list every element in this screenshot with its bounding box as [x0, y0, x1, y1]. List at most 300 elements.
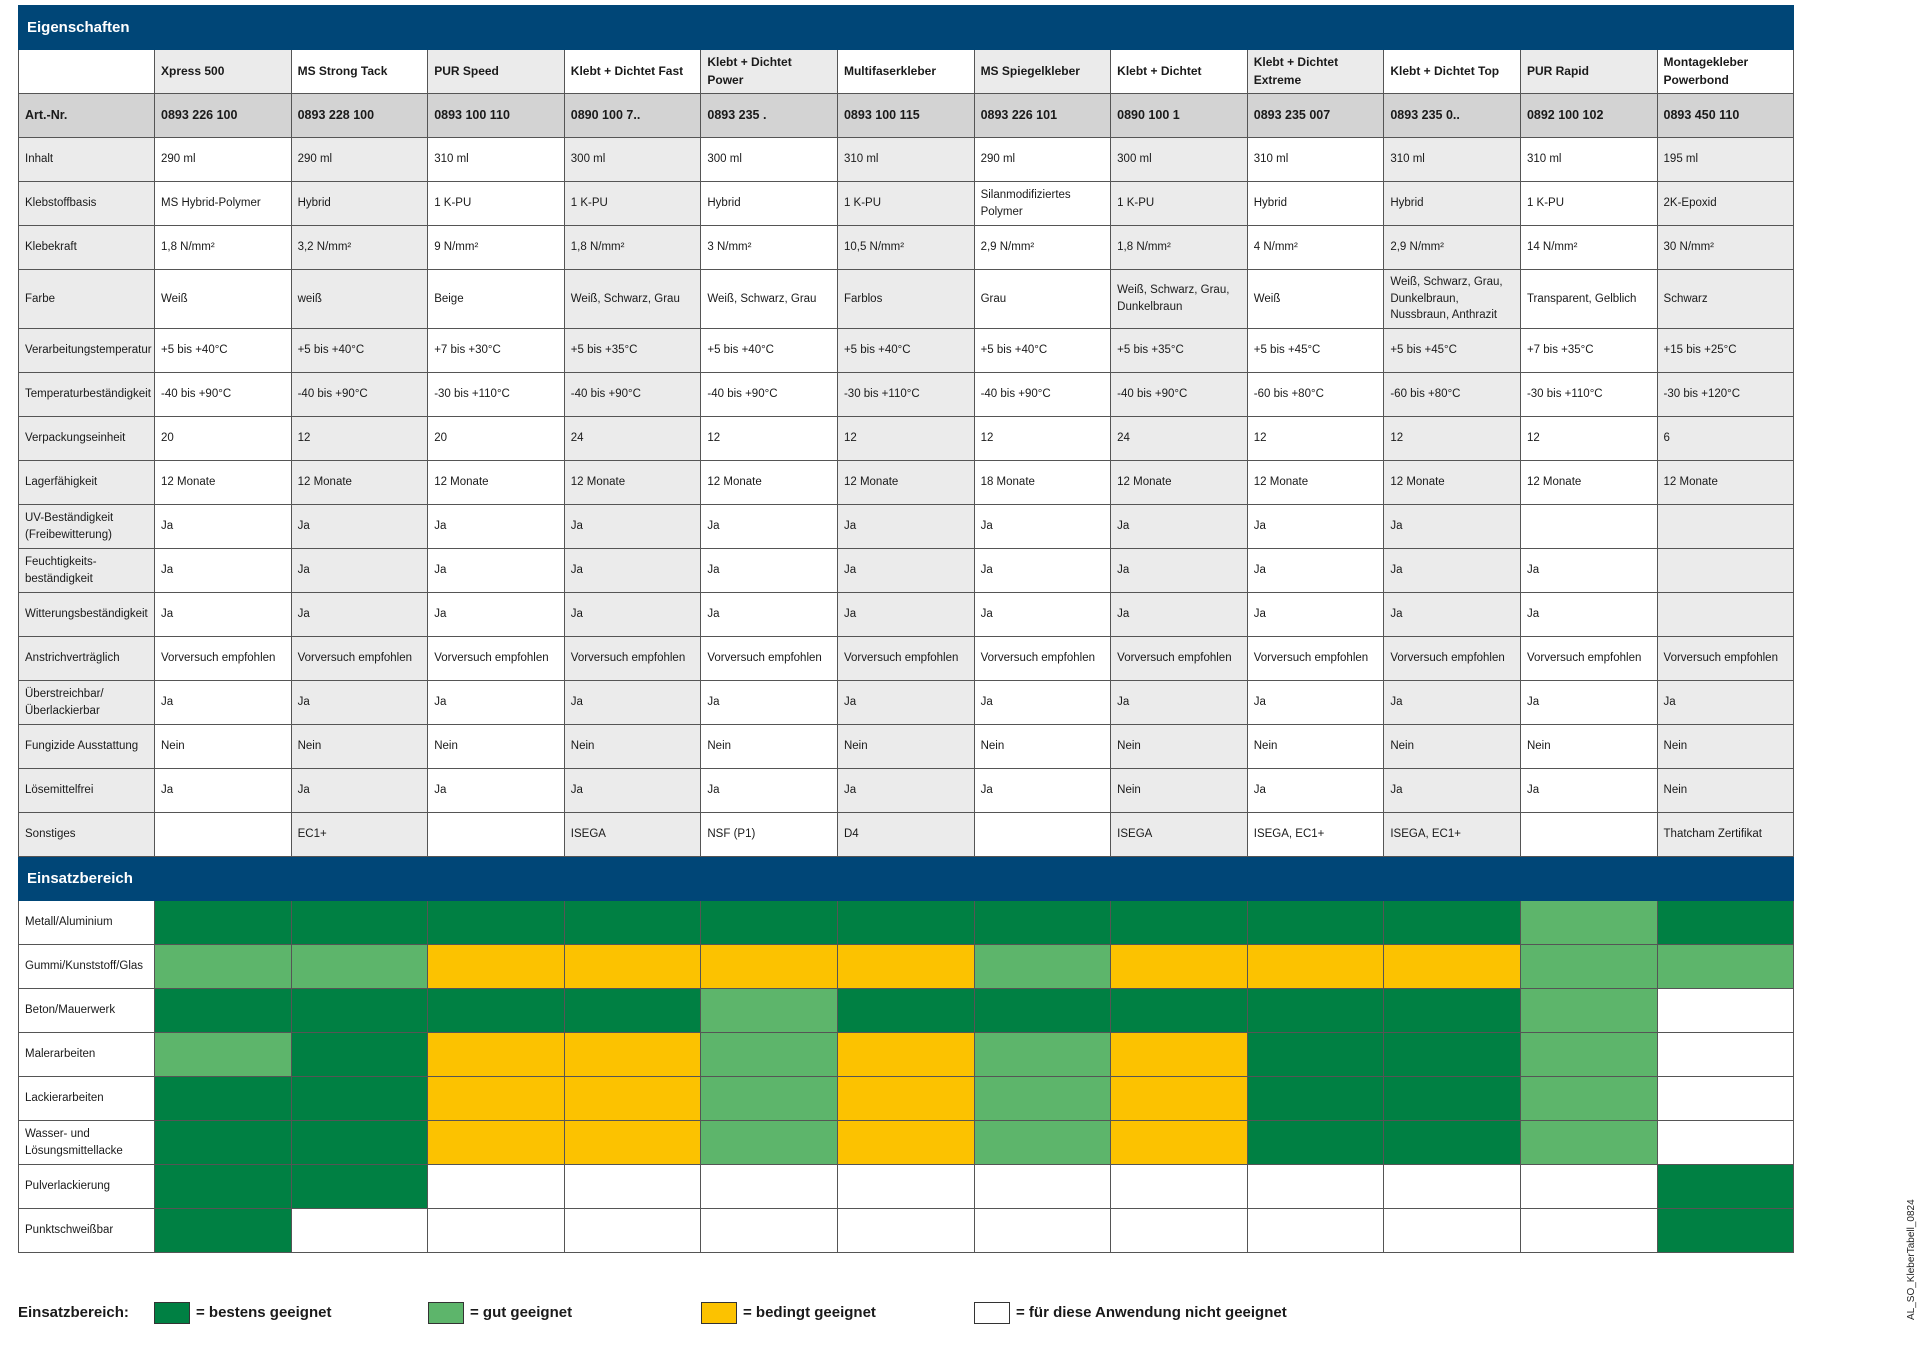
suitability-cell-best	[837, 989, 974, 1033]
property-value-cell: Ja	[974, 505, 1111, 549]
suitability-cell-best	[1247, 989, 1384, 1033]
suitability-cell-best	[564, 901, 701, 945]
property-value-cell: 6	[1657, 417, 1794, 461]
suitability-cell-none	[1111, 1209, 1248, 1253]
property-value-cell: Ja	[291, 769, 428, 813]
property-label: Sonstiges	[19, 813, 155, 857]
suitability-cell-none	[701, 1209, 838, 1253]
property-value-cell: 310 ml	[1384, 138, 1521, 182]
legend-item-cond	[701, 1302, 876, 1324]
property-value-cell: Ja	[428, 505, 565, 549]
usage-label: Metall/Aluminium	[19, 901, 155, 945]
property-value-cell: Ja	[1520, 593, 1657, 637]
product-name-cell: Klebt + Dichtet Fast	[564, 50, 701, 94]
property-value-cell: Ja	[155, 505, 292, 549]
usage-label: Punktschweißbar	[19, 1209, 155, 1253]
property-value-cell: 20	[155, 417, 292, 461]
property-label: Farbe	[19, 270, 155, 329]
suitability-cell-best	[1384, 989, 1521, 1033]
property-value-cell: Ja	[1247, 505, 1384, 549]
adhesive-comparison-sheet	[18, 5, 1793, 1253]
property-value-cell: Ja	[701, 593, 838, 637]
property-value-cell: MS Hybrid-Polymer	[155, 182, 292, 226]
suitability-cell-cond	[1111, 945, 1248, 989]
suitability-cell-none	[428, 1209, 565, 1253]
suitability-cell-best	[701, 901, 838, 945]
property-value-cell: 290 ml	[291, 138, 428, 182]
property-value-cell: Ja	[974, 549, 1111, 593]
suitability-cell-good	[701, 989, 838, 1033]
suitability-cell-none	[1520, 1165, 1657, 1209]
property-value-cell: 3 N/mm²	[701, 226, 838, 270]
usage-label: Wasser- und Lösungsmittellacke	[19, 1121, 155, 1165]
property-label: Verpackungseinheit	[19, 417, 155, 461]
legend-title: Einsatzbereich:	[18, 1304, 129, 1321]
property-label: Witterungsbeständigkeit	[19, 593, 155, 637]
property-row	[19, 417, 1794, 461]
legend-swatch-best	[154, 1302, 190, 1324]
property-value-cell: 300 ml	[1111, 138, 1248, 182]
suitability-cell-best	[291, 1033, 428, 1077]
property-value-cell: 12 Monate	[155, 461, 292, 505]
property-row	[19, 270, 1794, 329]
suitability-cell-cond	[1111, 1121, 1248, 1165]
property-value-cell: Vorversuch empfohlen	[701, 637, 838, 681]
product-name-cell: Xpress 500	[155, 50, 292, 94]
property-value-cell: Vorversuch empfohlen	[974, 637, 1111, 681]
property-value-cell: Ja	[155, 769, 292, 813]
property-value-cell: 18 Monate	[974, 461, 1111, 505]
property-value-cell: 4 N/mm²	[1247, 226, 1384, 270]
suitability-cell-cond	[564, 1077, 701, 1121]
property-value-cell: +5 bis +45°C	[1384, 329, 1521, 373]
suitability-cell-cond	[1111, 1033, 1248, 1077]
suitability-cell-cond	[428, 1033, 565, 1077]
property-value-cell: 2,9 N/mm²	[974, 226, 1111, 270]
property-value-cell: 2K-Epoxid	[1657, 182, 1794, 226]
property-row	[19, 329, 1794, 373]
suitability-cell-best	[1657, 1165, 1794, 1209]
article-number-cell: 0893 235 0..	[1384, 94, 1521, 138]
property-value-cell	[1657, 593, 1794, 637]
property-value-cell: 12	[291, 417, 428, 461]
property-value-cell: Weiß	[155, 270, 292, 329]
property-value-cell: -40 bis +90°C	[564, 373, 701, 417]
suitability-cell-cond	[837, 1121, 974, 1165]
property-value-cell: 1 K-PU	[1520, 182, 1657, 226]
property-value-cell: Ja	[1384, 681, 1521, 725]
suitability-cell-cond	[428, 1121, 565, 1165]
property-label: Klebekraft	[19, 226, 155, 270]
property-value-cell: Vorversuch empfohlen	[1384, 637, 1521, 681]
suitability-cell-best	[1247, 1033, 1384, 1077]
suitability-cell-none	[1384, 1209, 1521, 1253]
suitability-cell-good	[155, 1033, 292, 1077]
suitability-cell-best	[155, 901, 292, 945]
property-value-cell: 12	[701, 417, 838, 461]
property-value-cell: Vorversuch empfohlen	[155, 637, 292, 681]
property-value-cell: 12 Monate	[564, 461, 701, 505]
suitability-cell-none	[428, 1165, 565, 1209]
property-value-cell: Ja	[974, 681, 1111, 725]
property-row	[19, 593, 1794, 637]
usage-row	[19, 1033, 1794, 1077]
property-value-cell: +5 bis +40°C	[701, 329, 838, 373]
property-value-cell: Nein	[837, 725, 974, 769]
property-value-cell: Ja	[1111, 593, 1248, 637]
section-header-properties	[19, 6, 1794, 50]
legend	[18, 1302, 1418, 1324]
property-value-cell: EC1+	[291, 813, 428, 857]
property-value-cell: ISEGA	[564, 813, 701, 857]
property-value-cell: Ja	[1247, 769, 1384, 813]
property-row	[19, 226, 1794, 270]
suitability-cell-good	[701, 1077, 838, 1121]
article-number-cell: 0893 100 115	[837, 94, 974, 138]
property-value-cell: -30 bis +110°C	[837, 373, 974, 417]
property-value-cell: Ja	[1657, 681, 1794, 725]
property-value-cell: Nein	[564, 725, 701, 769]
property-label: Feuchtigkeits-beständigkeit	[19, 549, 155, 593]
property-value-cell: Ja	[428, 549, 565, 593]
property-value-cell: +5 bis +40°C	[837, 329, 974, 373]
property-value-cell: Nein	[155, 725, 292, 769]
suitability-cell-best	[1384, 1033, 1521, 1077]
property-value-cell: 195 ml	[1657, 138, 1794, 182]
usage-label: Malerarbeiten	[19, 1033, 155, 1077]
suitability-cell-best	[291, 1077, 428, 1121]
article-number-cell: 0893 226 101	[974, 94, 1111, 138]
suitability-cell-good	[1520, 945, 1657, 989]
property-value-cell: Hybrid	[701, 182, 838, 226]
suitability-cell-best	[1657, 901, 1794, 945]
suitability-cell-best	[974, 901, 1111, 945]
suitability-cell-good	[701, 1121, 838, 1165]
legend-label-cond: = bedingt geeignet	[743, 1304, 876, 1321]
property-value-cell: Ja	[155, 549, 292, 593]
document-code: AL_SO_KleberTabell_0824	[1906, 1199, 1917, 1320]
legend-swatch-good	[428, 1302, 464, 1324]
suitability-cell-none	[564, 1209, 701, 1253]
property-value-cell	[1520, 813, 1657, 857]
property-value-cell: Schwarz	[1657, 270, 1794, 329]
property-value-cell: Transparent, Gelblich	[1520, 270, 1657, 329]
usage-row	[19, 901, 1794, 945]
property-value-cell: Nein	[701, 725, 838, 769]
property-value-cell: 1,8 N/mm²	[155, 226, 292, 270]
suitability-cell-cond	[564, 1121, 701, 1165]
property-value-cell: Nein	[1657, 769, 1794, 813]
property-value-cell	[1657, 549, 1794, 593]
property-value-cell: Ja	[974, 769, 1111, 813]
property-value-cell: 9 N/mm²	[428, 226, 565, 270]
property-value-cell: Ja	[564, 681, 701, 725]
property-value-cell: 12 Monate	[837, 461, 974, 505]
suitability-cell-best	[155, 1209, 292, 1253]
property-value-cell: D4	[837, 813, 974, 857]
section-title-properties: Eigenschaften	[19, 6, 1794, 50]
property-value-cell: Nein	[974, 725, 1111, 769]
product-name-cell: Klebt + Dichtet Top	[1384, 50, 1521, 94]
property-row	[19, 725, 1794, 769]
property-value-cell: 14 N/mm²	[1520, 226, 1657, 270]
suitability-cell-none	[974, 1209, 1111, 1253]
property-value-cell: Ja	[428, 681, 565, 725]
property-row	[19, 182, 1794, 226]
legend-label-best: = bestens geeignet	[196, 1304, 332, 1321]
usage-label: Lackierarbeiten	[19, 1077, 155, 1121]
header-corner-cell	[19, 50, 155, 94]
suitability-cell-cond	[428, 945, 565, 989]
property-row	[19, 505, 1794, 549]
property-label: UV-Beständigkeit (Freibewitterung)	[19, 505, 155, 549]
property-label: Überstreichbar/ Überlackierbar	[19, 681, 155, 725]
property-label: Anstrichverträglich	[19, 637, 155, 681]
property-value-cell: 1 K-PU	[837, 182, 974, 226]
property-value-cell: -40 bis +90°C	[291, 373, 428, 417]
property-value-cell: Ja	[974, 593, 1111, 637]
suitability-cell-best	[974, 989, 1111, 1033]
suitability-cell-best	[155, 989, 292, 1033]
property-value-cell: Ja	[837, 505, 974, 549]
property-row	[19, 813, 1794, 857]
property-value-cell: 12 Monate	[701, 461, 838, 505]
property-value-cell: 3,2 N/mm²	[291, 226, 428, 270]
suitability-cell-best	[291, 1121, 428, 1165]
property-value-cell: 300 ml	[701, 138, 838, 182]
suitability-cell-cond	[1384, 945, 1521, 989]
article-number-cell: 0893 226 100	[155, 94, 292, 138]
property-value-cell: Vorversuch empfohlen	[564, 637, 701, 681]
legend-swatch-cond	[701, 1302, 737, 1324]
property-value-cell: Ja	[291, 593, 428, 637]
property-value-cell: Ja	[564, 769, 701, 813]
suitability-cell-best	[291, 1165, 428, 1209]
article-number-label: Art.-Nr.	[19, 94, 155, 138]
comparison-table	[18, 5, 1794, 1253]
property-value-cell: Ja	[1520, 681, 1657, 725]
property-value-cell: Vorversuch empfohlen	[291, 637, 428, 681]
suitability-cell-best	[155, 1121, 292, 1165]
property-value-cell: Ja	[1247, 681, 1384, 725]
property-value-cell: 2,9 N/mm²	[1384, 226, 1521, 270]
article-number-cell: 0893 450 110	[1657, 94, 1794, 138]
property-value-cell: 10,5 N/mm²	[837, 226, 974, 270]
property-value-cell: Ja	[564, 549, 701, 593]
property-value-cell: Vorversuch empfohlen	[1111, 637, 1248, 681]
property-value-cell: 12	[974, 417, 1111, 461]
property-value-cell: 1,8 N/mm²	[1111, 226, 1248, 270]
property-value-cell: Ja	[291, 505, 428, 549]
legend-item-best	[154, 1302, 331, 1324]
property-value-cell: +5 bis +35°C	[564, 329, 701, 373]
property-value-cell: +15 bis +25°C	[1657, 329, 1794, 373]
property-label: Lösemittelfrei	[19, 769, 155, 813]
property-value-cell	[428, 813, 565, 857]
suitability-cell-best	[837, 901, 974, 945]
property-value-cell: -60 bis +80°C	[1247, 373, 1384, 417]
property-value-cell: Ja	[428, 769, 565, 813]
product-name-cell: Klebt + Dichtet Extreme	[1247, 50, 1384, 94]
product-name-cell: Klebt + Dichtet	[1111, 50, 1248, 94]
usage-row	[19, 989, 1794, 1033]
property-value-cell: Ja	[428, 593, 565, 637]
property-value-cell: Ja	[1111, 681, 1248, 725]
property-row	[19, 138, 1794, 182]
property-value-cell: Ja	[1384, 593, 1521, 637]
suitability-cell-good	[291, 945, 428, 989]
property-value-cell: Nein	[1657, 725, 1794, 769]
property-value-cell: Ja	[1520, 769, 1657, 813]
property-value-cell: -30 bis +110°C	[428, 373, 565, 417]
property-value-cell: 12 Monate	[1247, 461, 1384, 505]
article-number-row	[19, 94, 1794, 138]
suitability-cell-best	[428, 901, 565, 945]
suitability-cell-none	[291, 1209, 428, 1253]
property-label: Lagerfähigkeit	[19, 461, 155, 505]
property-row	[19, 681, 1794, 725]
suitability-cell-cond	[1247, 945, 1384, 989]
suitability-cell-none	[837, 1165, 974, 1209]
property-value-cell: Weiß, Schwarz, Grau, Dunkelbraun	[1111, 270, 1248, 329]
suitability-cell-best	[1247, 1121, 1384, 1165]
suitability-cell-cond	[837, 1033, 974, 1077]
property-label: Inhalt	[19, 138, 155, 182]
property-value-cell: 1 K-PU	[564, 182, 701, 226]
property-value-cell: 24	[1111, 417, 1248, 461]
property-label: Klebstoffbasis	[19, 182, 155, 226]
property-value-cell: +5 bis +40°C	[974, 329, 1111, 373]
property-value-cell: Nein	[428, 725, 565, 769]
suitability-cell-best	[1247, 1077, 1384, 1121]
property-value-cell: Nein	[1247, 725, 1384, 769]
property-value-cell: 12 Monate	[1111, 461, 1248, 505]
property-label: Fungizide Ausstattung	[19, 725, 155, 769]
usage-row	[19, 945, 1794, 989]
property-value-cell: +5 bis +45°C	[1247, 329, 1384, 373]
property-value-cell: 300 ml	[564, 138, 701, 182]
property-value-cell: -60 bis +80°C	[1384, 373, 1521, 417]
property-value-cell: 30 N/mm²	[1657, 226, 1794, 270]
property-value-cell: Vorversuch empfohlen	[837, 637, 974, 681]
property-value-cell: NSF (P1)	[701, 813, 838, 857]
property-value-cell: Ja	[701, 681, 838, 725]
property-value-cell: Ja	[701, 769, 838, 813]
suitability-cell-good	[1520, 989, 1657, 1033]
property-value-cell: 1,8 N/mm²	[564, 226, 701, 270]
property-value-cell: +7 bis +30°C	[428, 329, 565, 373]
property-value-cell: 12 Monate	[428, 461, 565, 505]
property-value-cell: Ja	[291, 549, 428, 593]
property-value-cell: -40 bis +90°C	[974, 373, 1111, 417]
property-value-cell: -40 bis +90°C	[155, 373, 292, 417]
suitability-cell-cond	[428, 1077, 565, 1121]
product-name-cell: PUR Rapid	[1520, 50, 1657, 94]
suitability-cell-cond	[564, 945, 701, 989]
property-value-cell: Ja	[564, 505, 701, 549]
suitability-cell-good	[1520, 1077, 1657, 1121]
property-value-cell: 24	[564, 417, 701, 461]
suitability-cell-good	[701, 1033, 838, 1077]
property-value-cell: Ja	[837, 769, 974, 813]
property-value-cell: 310 ml	[837, 138, 974, 182]
property-value-cell: 12 Monate	[1384, 461, 1521, 505]
property-value-cell: 12 Monate	[291, 461, 428, 505]
suitability-cell-none	[837, 1209, 974, 1253]
suitability-cell-none	[1520, 1209, 1657, 1253]
property-value-cell: 1 K-PU	[428, 182, 565, 226]
property-value-cell: Ja	[291, 681, 428, 725]
property-row	[19, 769, 1794, 813]
property-value-cell: Ja	[1520, 549, 1657, 593]
property-value-cell: Hybrid	[1247, 182, 1384, 226]
property-value-cell: 12 Monate	[1657, 461, 1794, 505]
property-value-cell: Ja	[701, 549, 838, 593]
product-name-cell: MS Spiegelkleber	[974, 50, 1111, 94]
suitability-cell-best	[291, 901, 428, 945]
property-value-cell: Ja	[1111, 549, 1248, 593]
property-value-cell: Thatcham Zertifikat	[1657, 813, 1794, 857]
property-value-cell: Vorversuch empfohlen	[1247, 637, 1384, 681]
suitability-cell-good	[1520, 1033, 1657, 1077]
product-name-cell: PUR Speed	[428, 50, 565, 94]
legend-item-none	[974, 1302, 1287, 1324]
property-value-cell: Ja	[155, 681, 292, 725]
property-value-cell: Nein	[291, 725, 428, 769]
legend-label-none: = für diese Anwendung nicht geeignet	[1016, 1304, 1287, 1321]
property-value-cell: -30 bis +120°C	[1657, 373, 1794, 417]
property-value-cell: Ja	[564, 593, 701, 637]
legend-label-good: = gut geeignet	[470, 1304, 573, 1321]
suitability-cell-best	[1384, 901, 1521, 945]
usage-label: Beton/Mauerwerk	[19, 989, 155, 1033]
suitability-cell-good	[974, 1033, 1111, 1077]
article-number-cell: 0893 228 100	[291, 94, 428, 138]
property-label: Temperaturbeständigkeit	[19, 373, 155, 417]
property-row	[19, 637, 1794, 681]
suitability-cell-best	[428, 989, 565, 1033]
property-value-cell: 290 ml	[974, 138, 1111, 182]
suitability-cell-cond	[837, 1077, 974, 1121]
suitability-cell-none	[1247, 1209, 1384, 1253]
property-value-cell: 12	[1520, 417, 1657, 461]
product-header-row	[19, 50, 1794, 94]
suitability-cell-cond	[701, 945, 838, 989]
property-value-cell: Nein	[1520, 725, 1657, 769]
property-value-cell: 310 ml	[1247, 138, 1384, 182]
usage-row	[19, 1165, 1794, 1209]
property-value-cell: Beige	[428, 270, 565, 329]
property-value-cell: ISEGA, EC1+	[1247, 813, 1384, 857]
article-number-cell: 0893 100 110	[428, 94, 565, 138]
property-value-cell: Ja	[1384, 505, 1521, 549]
property-value-cell	[974, 813, 1111, 857]
article-number-cell: 0890 100 1	[1111, 94, 1248, 138]
property-value-cell: Ja	[837, 681, 974, 725]
suitability-cell-good	[1520, 901, 1657, 945]
article-number-cell: 0893 235 .	[701, 94, 838, 138]
article-number-cell: 0892 100 102	[1520, 94, 1657, 138]
property-value-cell: Ja	[837, 593, 974, 637]
property-value-cell: ISEGA, EC1+	[1384, 813, 1521, 857]
product-name-cell: Montagekleber Powerbond	[1657, 50, 1794, 94]
property-value-cell: Vorversuch empfohlen	[1520, 637, 1657, 681]
property-value-cell: Hybrid	[1384, 182, 1521, 226]
suitability-cell-good	[974, 945, 1111, 989]
property-value-cell: Nein	[1111, 769, 1248, 813]
property-value-cell	[1657, 505, 1794, 549]
legend-item-good	[428, 1302, 572, 1324]
